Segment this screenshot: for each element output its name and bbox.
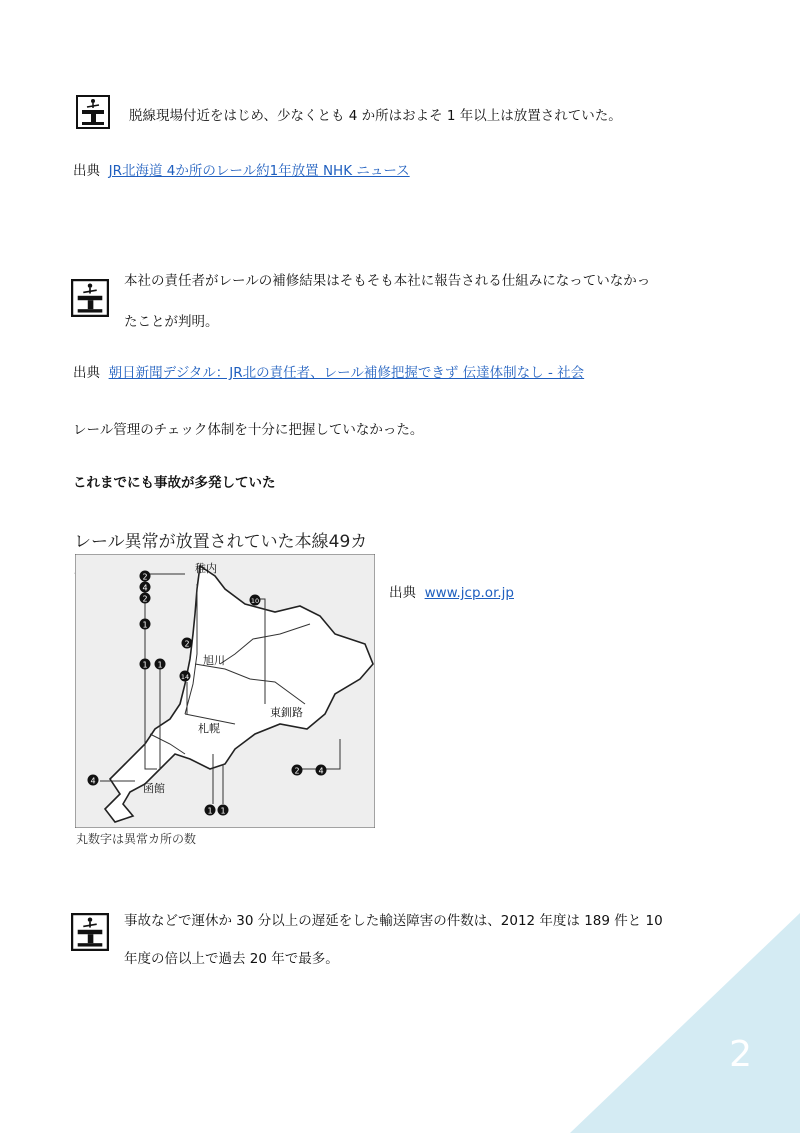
- map-label-sapporo: 札幌: [198, 722, 220, 735]
- entry-2-line-1: 本社の責任者がレールの補修結果はそもそも本社に報告される仕組みになっていなかっ: [124, 273, 651, 289]
- section-heading: これまでにも事故が多発していた: [73, 475, 276, 491]
- map-marker: [292, 765, 303, 776]
- source-label: 出典: [73, 163, 100, 179]
- source-link-asahi[interactable]: 朝日新聞デジタル：JR北の責任者、レール補修把握できず 伝達体制なし - 社会: [108, 365, 585, 381]
- svg-text:1: 1: [207, 806, 213, 816]
- svg-text:1: 1: [142, 620, 148, 630]
- svg-text:10: 10: [250, 597, 260, 605]
- source-line-2: [73, 364, 584, 382]
- map-source-line: [389, 584, 514, 602]
- svg-text:14: 14: [180, 673, 190, 681]
- map-label-higashikushiro: 東釧路: [270, 706, 303, 719]
- svg-text:2: 2: [142, 594, 148, 604]
- source-label: 出典: [389, 585, 416, 601]
- map-marker: [88, 775, 99, 786]
- map-marker: [140, 619, 151, 630]
- map-marker: [250, 595, 261, 606]
- crane-rail-icon: [71, 913, 109, 951]
- svg-text:1: 1: [220, 806, 226, 816]
- svg-text:2: 2: [294, 766, 300, 776]
- corner-decoration: [570, 913, 800, 1133]
- svg-text:4: 4: [318, 766, 324, 776]
- map-marker: [140, 582, 151, 593]
- map-label-hakodate: 函館: [143, 782, 165, 795]
- map-marker: [205, 805, 216, 816]
- map-caption: 丸数字は異常カ所の数: [76, 832, 197, 846]
- svg-text:2: 2: [142, 572, 148, 582]
- entry-3-line-1: 事故などで運休か 30 分以上の遅延をした輸送障害の件数は、2012 年度は 189 件と 10: [124, 913, 663, 929]
- svg-text:1: 1: [157, 660, 163, 670]
- rail-check-text: レール管理のチェック体制を十分に把握していなかった。: [73, 422, 424, 438]
- svg-text:4: 4: [90, 776, 96, 786]
- map-marker: [140, 571, 151, 582]
- map-marker: [316, 765, 327, 776]
- hokkaido-map-figure: [72, 527, 378, 849]
- svg-text:4: 4: [142, 583, 148, 593]
- svg-text:2: 2: [184, 639, 190, 649]
- svg-text:1: 1: [142, 660, 148, 670]
- source-link-nhk[interactable]: JR北海道 4か所のレール約1年放置 NHK ニュース: [108, 163, 410, 179]
- map-marker: [180, 671, 191, 682]
- map-marker: [218, 805, 229, 816]
- crane-rail-icon: [71, 279, 109, 317]
- map-title: レール異常が放置されていた本線49カ: [74, 532, 368, 552]
- entry-3-line-2: 年度の倍以上で過去 20 年で最多。: [124, 951, 339, 967]
- source-link-jcp[interactable]: www.jcp.or.jp: [424, 585, 514, 601]
- map-marker: [140, 659, 151, 670]
- source-label: 出典: [73, 365, 100, 381]
- map-marker: [155, 659, 166, 670]
- map-marker: [140, 593, 151, 604]
- entry-1-text: 脱線現場付近をはじめ、少なくとも 4 か所はおよそ 1 年以上は放置されていた。: [129, 108, 622, 124]
- source-line-1: [73, 162, 410, 180]
- entry-2-line-2: たことが判明。: [124, 314, 219, 330]
- page-number: 2: [729, 1034, 752, 1075]
- hokkaido-map: [75, 554, 375, 828]
- map-label-wakkanai: 稚内: [195, 562, 217, 575]
- crane-rail-icon: [76, 95, 110, 129]
- map-marker: [182, 638, 193, 649]
- map-label-asahikawa: 旭川: [203, 654, 225, 667]
